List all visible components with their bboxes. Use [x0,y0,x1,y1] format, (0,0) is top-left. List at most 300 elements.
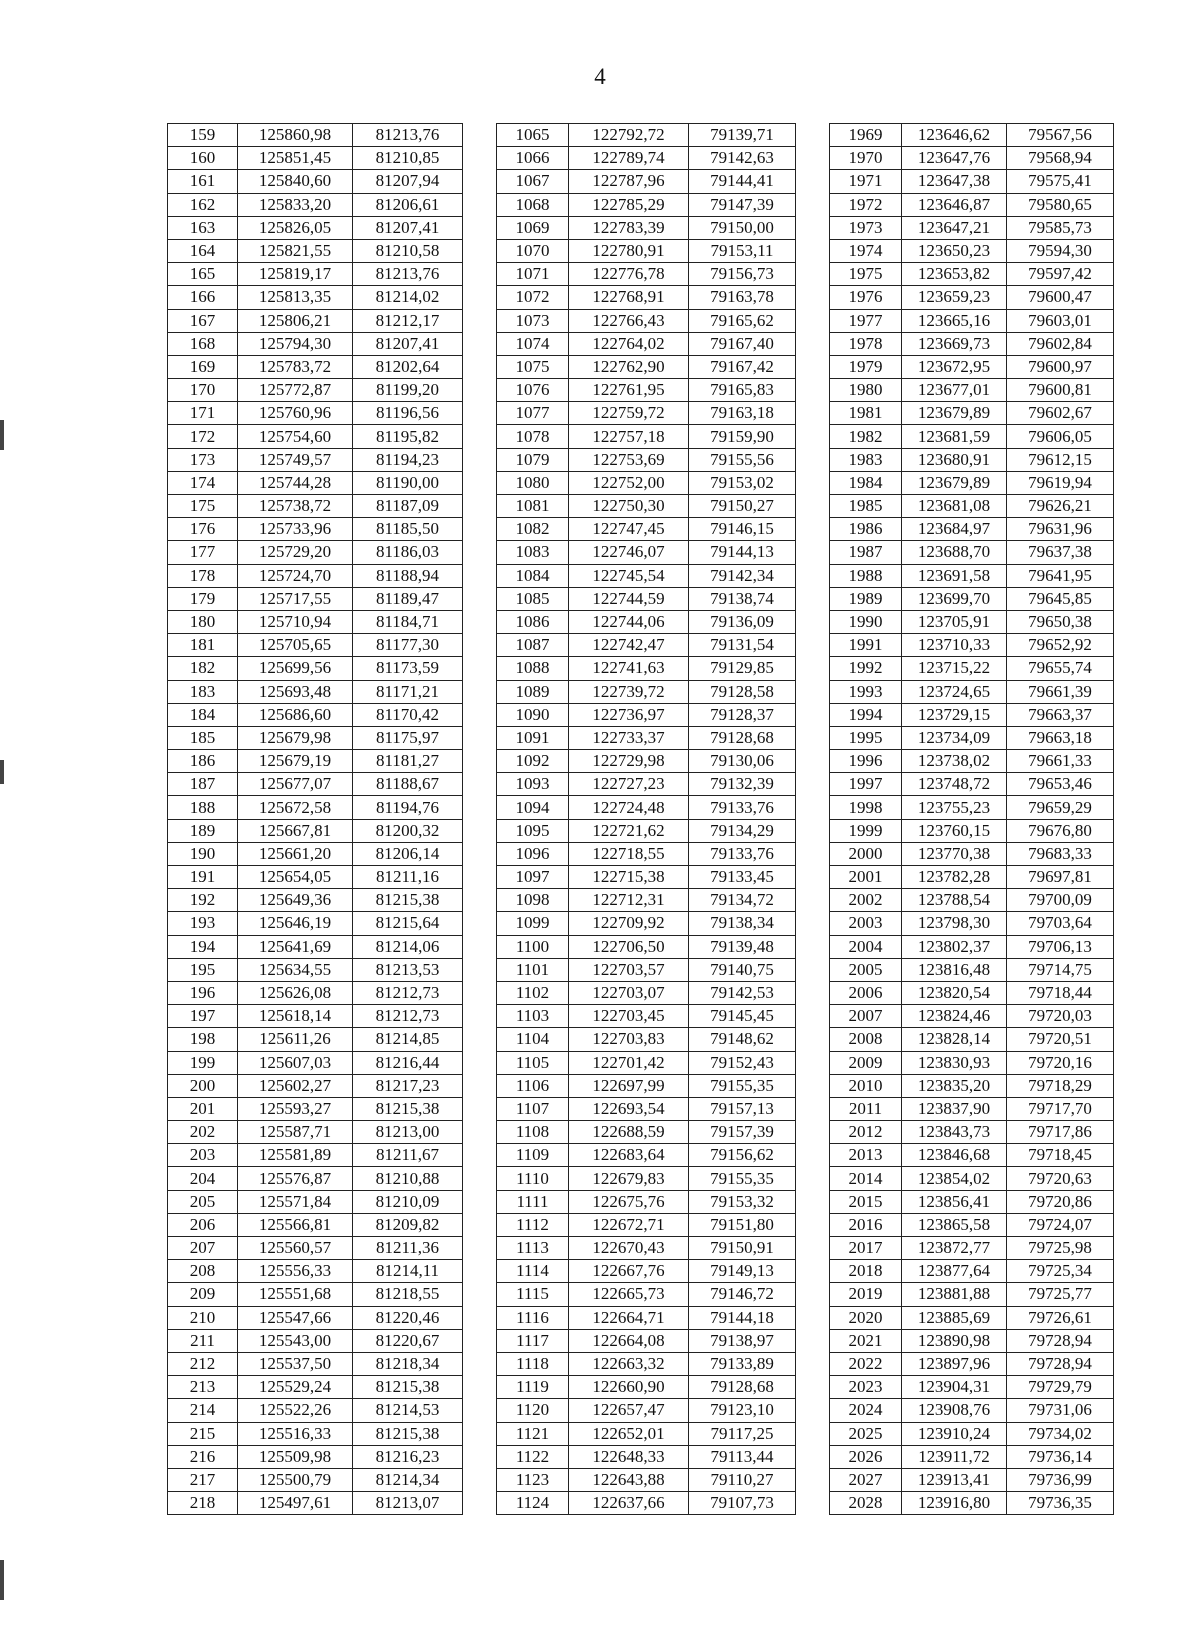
x-coordinate-cell: 125860,98 [238,124,353,147]
column-gap [796,1074,830,1097]
x-coordinate-cell: 123699,70 [902,587,1007,610]
table-row [168,402,1114,425]
point-number-cell: 2002 [830,889,902,912]
y-coordinate-cell: 79728,94 [1007,1352,1114,1375]
point-number-cell: 177 [168,541,238,564]
x-coordinate-cell: 123646,87 [902,193,1007,216]
column-gap [463,425,497,448]
x-coordinate-cell: 122672,71 [569,1213,689,1236]
column-gap [463,773,497,796]
y-coordinate-cell: 81194,23 [353,448,463,471]
y-coordinate-cell: 81216,23 [353,1445,463,1468]
point-number-cell: 180 [168,610,238,633]
column-gap [796,796,830,819]
column-gap [463,1213,497,1236]
column-gap [796,1213,830,1236]
column-gap [796,448,830,471]
x-coordinate-cell: 123705,91 [902,610,1007,633]
point-number-cell: 1066 [497,147,569,170]
y-coordinate-cell: 79132,39 [689,773,796,796]
x-coordinate-cell: 125672,58 [238,796,353,819]
y-coordinate-cell: 79134,72 [689,889,796,912]
x-coordinate-cell: 123820,54 [902,981,1007,1004]
column-gap [463,402,497,425]
column-gap [463,1306,497,1329]
column-gap [463,889,497,912]
x-coordinate-cell: 123650,23 [902,239,1007,262]
table-row [168,1005,1114,1028]
x-coordinate-cell: 123835,20 [902,1074,1007,1097]
point-number-cell: 193 [168,912,238,935]
x-coordinate-cell: 123782,28 [902,866,1007,889]
x-coordinate-cell: 122709,92 [569,912,689,935]
y-coordinate-cell: 81206,61 [353,193,463,216]
x-coordinate-cell: 123710,33 [902,634,1007,657]
x-coordinate-cell: 122757,18 [569,425,689,448]
point-number-cell: 1120 [497,1399,569,1422]
point-number-cell: 1990 [830,610,902,633]
x-coordinate-cell: 123729,15 [902,703,1007,726]
point-number-cell: 1998 [830,796,902,819]
table-row [168,495,1114,518]
point-number-cell: 1972 [830,193,902,216]
x-coordinate-cell: 122703,57 [569,958,689,981]
y-coordinate-cell: 79153,02 [689,471,796,494]
table-row [168,1121,1114,1144]
y-coordinate-cell: 79167,40 [689,332,796,355]
column-gap [796,1376,830,1399]
x-coordinate-cell: 123798,30 [902,912,1007,935]
point-number-cell: 2003 [830,912,902,935]
x-coordinate-cell: 123843,73 [902,1121,1007,1144]
x-coordinate-cell: 123824,46 [902,1005,1007,1028]
column-gap [463,216,497,239]
y-coordinate-cell: 79150,27 [689,495,796,518]
y-coordinate-cell: 81214,34 [353,1468,463,1491]
y-coordinate-cell: 79133,76 [689,842,796,865]
margin-mark [0,1560,4,1600]
column-gap [796,170,830,193]
table-row [168,1237,1114,1260]
x-coordinate-cell: 125710,94 [238,610,353,633]
table-row [168,1051,1114,1074]
point-number-cell: 2022 [830,1352,902,1375]
y-coordinate-cell: 79123,10 [689,1399,796,1422]
x-coordinate-cell: 123830,93 [902,1051,1007,1074]
point-number-cell: 1973 [830,216,902,239]
point-number-cell: 215 [168,1422,238,1445]
x-coordinate-cell: 123672,95 [902,355,1007,378]
point-number-cell: 1977 [830,309,902,332]
column-gap [796,750,830,773]
point-number-cell: 1974 [830,239,902,262]
column-gap [796,958,830,981]
column-gap [796,379,830,402]
x-coordinate-cell: 123865,58 [902,1213,1007,1236]
point-number-cell: 1083 [497,541,569,564]
y-coordinate-cell: 81207,94 [353,170,463,193]
y-coordinate-cell: 79603,01 [1007,309,1114,332]
x-coordinate-cell: 122764,02 [569,332,689,355]
y-coordinate-cell: 81214,02 [353,286,463,309]
column-gap [463,286,497,309]
x-coordinate-cell: 123681,59 [902,425,1007,448]
point-number-cell: 169 [168,355,238,378]
x-coordinate-cell: 122792,72 [569,124,689,147]
column-gap [796,518,830,541]
point-number-cell: 201 [168,1097,238,1120]
point-number-cell: 161 [168,170,238,193]
x-coordinate-cell: 122744,06 [569,610,689,633]
point-number-cell: 1985 [830,495,902,518]
table-row [168,518,1114,541]
y-coordinate-cell: 81210,88 [353,1167,463,1190]
x-coordinate-cell: 123877,64 [902,1260,1007,1283]
point-number-cell: 188 [168,796,238,819]
point-number-cell: 173 [168,448,238,471]
x-coordinate-cell: 123679,89 [902,471,1007,494]
table-row [168,425,1114,448]
y-coordinate-cell: 79156,73 [689,263,796,286]
point-number-cell: 1102 [497,981,569,1004]
column-gap [463,1329,497,1352]
point-number-cell: 2010 [830,1074,902,1097]
point-number-cell: 216 [168,1445,238,1468]
y-coordinate-cell: 81211,36 [353,1237,463,1260]
table-row [168,124,1114,147]
table-row [168,958,1114,981]
y-coordinate-cell: 81200,32 [353,819,463,842]
column-gap [463,518,497,541]
x-coordinate-cell: 125833,20 [238,193,353,216]
y-coordinate-cell: 81214,53 [353,1399,463,1422]
column-gap [463,1260,497,1283]
column-gap [463,958,497,981]
point-number-cell: 1124 [497,1492,569,1515]
y-coordinate-cell: 79144,18 [689,1306,796,1329]
x-coordinate-cell: 125772,87 [238,379,353,402]
x-coordinate-cell: 125516,33 [238,1422,353,1445]
x-coordinate-cell: 122703,45 [569,1005,689,1028]
x-coordinate-cell: 123748,72 [902,773,1007,796]
table-row [168,355,1114,378]
x-coordinate-cell: 125618,14 [238,1005,353,1028]
x-coordinate-cell: 123681,08 [902,495,1007,518]
table-row [168,1306,1114,1329]
x-coordinate-cell: 123897,96 [902,1352,1007,1375]
column-gap [463,1237,497,1260]
column-gap [796,1167,830,1190]
point-number-cell: 1100 [497,935,569,958]
point-number-cell: 209 [168,1283,238,1306]
x-coordinate-cell: 122665,73 [569,1283,689,1306]
y-coordinate-cell: 81211,67 [353,1144,463,1167]
x-coordinate-cell: 123872,77 [902,1237,1007,1260]
y-coordinate-cell: 79706,13 [1007,935,1114,958]
column-gap [796,541,830,564]
table-row [168,1422,1114,1445]
y-coordinate-cell: 81213,53 [353,958,463,981]
column-gap [796,402,830,425]
x-coordinate-cell: 123755,23 [902,796,1007,819]
y-coordinate-cell: 79157,39 [689,1121,796,1144]
x-coordinate-cell: 123691,58 [902,564,1007,587]
y-coordinate-cell: 81186,03 [353,541,463,564]
y-coordinate-cell: 81220,46 [353,1306,463,1329]
y-coordinate-cell: 81181,27 [353,750,463,773]
x-coordinate-cell: 125611,26 [238,1028,353,1051]
point-number-cell: 1097 [497,866,569,889]
x-coordinate-cell: 125717,55 [238,587,353,610]
y-coordinate-cell: 79717,70 [1007,1097,1114,1120]
point-number-cell: 1069 [497,216,569,239]
point-number-cell: 2009 [830,1051,902,1074]
x-coordinate-cell: 122724,48 [569,796,689,819]
point-number-cell: 2019 [830,1283,902,1306]
x-coordinate-cell: 125654,05 [238,866,353,889]
x-coordinate-cell: 123885,69 [902,1306,1007,1329]
x-coordinate-cell: 123913,41 [902,1468,1007,1491]
table-row [168,1376,1114,1399]
y-coordinate-cell: 81210,09 [353,1190,463,1213]
y-coordinate-cell: 79148,62 [689,1028,796,1051]
y-coordinate-cell: 81202,64 [353,355,463,378]
column-gap [796,147,830,170]
x-coordinate-cell: 125537,50 [238,1352,353,1375]
point-number-cell: 1975 [830,263,902,286]
x-coordinate-cell: 125551,68 [238,1283,353,1306]
y-coordinate-cell: 79567,56 [1007,124,1114,147]
point-number-cell: 2012 [830,1121,902,1144]
x-coordinate-cell: 122733,37 [569,726,689,749]
y-coordinate-cell: 79113,44 [689,1445,796,1468]
column-gap [796,564,830,587]
x-coordinate-cell: 125576,87 [238,1167,353,1190]
point-number-cell: 1093 [497,773,569,796]
y-coordinate-cell: 79619,94 [1007,471,1114,494]
y-coordinate-cell: 79131,54 [689,634,796,657]
table-row [168,703,1114,726]
x-coordinate-cell: 122780,91 [569,239,689,262]
point-number-cell: 1103 [497,1005,569,1028]
point-number-cell: 1073 [497,309,569,332]
point-number-cell: 175 [168,495,238,518]
x-coordinate-cell: 125560,57 [238,1237,353,1260]
x-coordinate-cell: 125693,48 [238,680,353,703]
table-row [168,1028,1114,1051]
point-number-cell: 214 [168,1399,238,1422]
column-gap [796,263,830,286]
y-coordinate-cell: 79134,29 [689,819,796,842]
column-gap [463,1074,497,1097]
column-gap [463,796,497,819]
y-coordinate-cell: 79128,58 [689,680,796,703]
table-row [168,309,1114,332]
point-number-cell: 1115 [497,1283,569,1306]
x-coordinate-cell: 125649,36 [238,889,353,912]
y-coordinate-cell: 81187,09 [353,495,463,518]
column-gap [463,935,497,958]
point-number-cell: 196 [168,981,238,1004]
x-coordinate-cell: 123908,76 [902,1399,1007,1422]
column-gap [796,1422,830,1445]
y-coordinate-cell: 79602,67 [1007,402,1114,425]
point-number-cell: 198 [168,1028,238,1051]
x-coordinate-cell: 125821,55 [238,239,353,262]
column-gap [796,1121,830,1144]
y-coordinate-cell: 79146,15 [689,518,796,541]
x-coordinate-cell: 122718,55 [569,842,689,865]
point-number-cell: 2013 [830,1144,902,1167]
x-coordinate-cell: 122657,47 [569,1399,689,1422]
x-coordinate-cell: 122761,95 [569,379,689,402]
x-coordinate-cell: 123688,70 [902,541,1007,564]
x-coordinate-cell: 125547,66 [238,1306,353,1329]
y-coordinate-cell: 79655,74 [1007,657,1114,680]
point-number-cell: 217 [168,1468,238,1491]
y-coordinate-cell: 79142,63 [689,147,796,170]
x-coordinate-cell: 125729,20 [238,541,353,564]
y-coordinate-cell: 79159,90 [689,425,796,448]
point-number-cell: 212 [168,1352,238,1375]
y-coordinate-cell: 79146,72 [689,1283,796,1306]
table-row [168,981,1114,1004]
x-coordinate-cell: 125587,71 [238,1121,353,1144]
y-coordinate-cell: 79724,07 [1007,1213,1114,1236]
y-coordinate-cell: 79725,98 [1007,1237,1114,1260]
x-coordinate-cell: 125733,96 [238,518,353,541]
point-number-cell: 2025 [830,1422,902,1445]
y-coordinate-cell: 81177,30 [353,634,463,657]
column-gap [463,332,497,355]
point-number-cell: 2021 [830,1329,902,1352]
x-coordinate-cell: 122785,29 [569,193,689,216]
point-number-cell: 208 [168,1260,238,1283]
table-row [168,1445,1114,1468]
point-number-cell: 1978 [830,332,902,355]
x-coordinate-cell: 125626,08 [238,981,353,1004]
y-coordinate-cell: 81210,85 [353,147,463,170]
x-coordinate-cell: 123647,21 [902,216,1007,239]
point-number-cell: 1118 [497,1352,569,1375]
y-coordinate-cell: 81185,50 [353,518,463,541]
point-number-cell: 1991 [830,634,902,657]
column-gap [796,355,830,378]
x-coordinate-cell: 122715,38 [569,866,689,889]
x-coordinate-cell: 125806,21 [238,309,353,332]
point-number-cell: 1079 [497,448,569,471]
x-coordinate-cell: 123890,98 [902,1329,1007,1352]
point-number-cell: 192 [168,889,238,912]
column-gap [796,193,830,216]
y-coordinate-cell: 79650,38 [1007,610,1114,633]
y-coordinate-cell: 81195,82 [353,425,463,448]
y-coordinate-cell: 79729,79 [1007,1376,1114,1399]
y-coordinate-cell: 79142,34 [689,564,796,587]
point-number-cell: 1969 [830,124,902,147]
point-number-cell: 2016 [830,1213,902,1236]
y-coordinate-cell: 79641,95 [1007,564,1114,587]
y-coordinate-cell: 79151,80 [689,1213,796,1236]
x-coordinate-cell: 122664,08 [569,1329,689,1352]
table-row [168,657,1114,680]
y-coordinate-cell: 81218,34 [353,1352,463,1375]
point-number-cell: 207 [168,1237,238,1260]
point-number-cell: 189 [168,819,238,842]
x-coordinate-cell: 122759,72 [569,402,689,425]
y-coordinate-cell: 79661,33 [1007,750,1114,773]
table-row [168,216,1114,239]
y-coordinate-cell: 79728,94 [1007,1329,1114,1352]
point-number-cell: 1119 [497,1376,569,1399]
point-number-cell: 204 [168,1167,238,1190]
column-gap [796,124,830,147]
y-coordinate-cell: 79600,47 [1007,286,1114,309]
x-coordinate-cell: 123724,65 [902,680,1007,703]
y-coordinate-cell: 81214,11 [353,1260,463,1283]
point-number-cell: 166 [168,286,238,309]
point-number-cell: 186 [168,750,238,773]
y-coordinate-cell: 79720,51 [1007,1028,1114,1051]
y-coordinate-cell: 79720,63 [1007,1167,1114,1190]
y-coordinate-cell: 79128,68 [689,1376,796,1399]
column-gap [463,239,497,262]
x-coordinate-cell: 122670,43 [569,1237,689,1260]
column-gap [796,587,830,610]
column-gap [796,216,830,239]
x-coordinate-cell: 123856,41 [902,1190,1007,1213]
point-number-cell: 218 [168,1492,238,1515]
x-coordinate-cell: 122750,30 [569,495,689,518]
table-row [168,1167,1114,1190]
y-coordinate-cell: 79117,25 [689,1422,796,1445]
column-gap [463,866,497,889]
x-coordinate-cell: 122697,99 [569,1074,689,1097]
point-number-cell: 206 [168,1213,238,1236]
y-coordinate-cell: 79736,14 [1007,1445,1114,1468]
y-coordinate-cell: 79602,84 [1007,332,1114,355]
x-coordinate-cell: 122703,07 [569,981,689,1004]
y-coordinate-cell: 79149,13 [689,1260,796,1283]
column-gap [796,912,830,935]
column-gap [463,309,497,332]
column-gap [796,239,830,262]
y-coordinate-cell: 79652,92 [1007,634,1114,657]
point-number-cell: 1116 [497,1306,569,1329]
point-number-cell: 1971 [830,170,902,193]
column-gap [796,309,830,332]
x-coordinate-cell: 122753,69 [569,448,689,471]
x-coordinate-cell: 122706,50 [569,935,689,958]
y-coordinate-cell: 79717,86 [1007,1121,1114,1144]
column-gap [463,1190,497,1213]
x-coordinate-cell: 122688,59 [569,1121,689,1144]
column-gap [463,170,497,193]
column-gap [796,866,830,889]
point-number-cell: 197 [168,1005,238,1028]
point-number-cell: 1086 [497,610,569,633]
x-coordinate-cell: 122648,33 [569,1445,689,1468]
point-number-cell: 2017 [830,1237,902,1260]
point-number-cell: 2024 [830,1399,902,1422]
x-coordinate-cell: 125724,70 [238,564,353,587]
table-row [168,1399,1114,1422]
column-gap [463,1283,497,1306]
x-coordinate-cell: 125529,24 [238,1376,353,1399]
point-number-cell: 1067 [497,170,569,193]
column-gap [463,448,497,471]
point-number-cell: 195 [168,958,238,981]
